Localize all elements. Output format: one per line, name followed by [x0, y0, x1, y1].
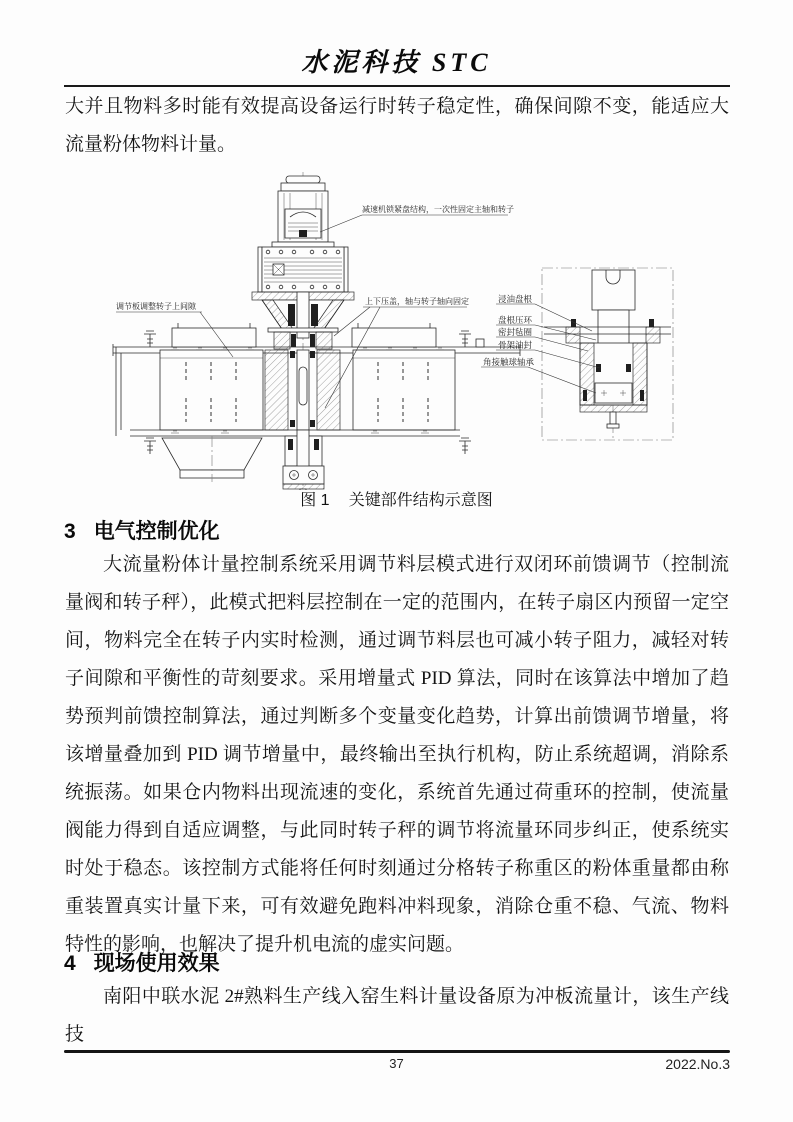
- section-3-number: 3: [64, 520, 76, 543]
- bottom-bearing-drawing: [283, 430, 324, 490]
- figure-1-technical-drawing: [0, 168, 793, 490]
- gearbox-drawing: [258, 247, 348, 292]
- inset-label-oil-seal: 骨架油封: [498, 340, 533, 350]
- callout-reducer: [320, 204, 514, 232]
- rotor-body-drawing: [116, 347, 460, 436]
- intro-paragraph: 大并且物料多时能有效提高设备运行时转子稳定性，确保间隙不变，能适应大流量粉体物料计量。: [65, 96, 729, 155]
- callout-adjust-plate-label: 调节板调整转子上间隙: [116, 302, 196, 311]
- footer-rule: [64, 1050, 730, 1053]
- inset-label-packing: 浸油盘根: [498, 294, 533, 304]
- footer-page-number: 37: [389, 1056, 404, 1071]
- callout-reducer-label: 减速机锁紧盘结构，一次性固定主轴和转子: [362, 205, 514, 214]
- journal-header-title: 水泥科技 STC: [301, 48, 492, 77]
- inset-label-packing-ring: 盘根压环: [498, 315, 533, 325]
- shaft-seal-drawing: [252, 292, 354, 349]
- section-4-number: 4: [64, 952, 76, 975]
- section-4-paragraph: 南阳中联水泥 2#熟料生产线入窑生料计量设备原为冲板流量计，该生产线技: [65, 986, 729, 1045]
- footer-issue-label: 2022.No.3: [665, 1056, 730, 1072]
- header-rule: [64, 85, 730, 87]
- figure-caption: [0, 487, 793, 510]
- inset-label-ball-bearing: 角接触球轴承: [483, 357, 535, 367]
- section-3-title: 电气控制优化: [93, 520, 220, 543]
- figure-caption-text: 关键部件结构示意图: [348, 492, 493, 509]
- figure-caption-label: 图 1: [300, 492, 330, 509]
- inset-label-felt-seal: 密封毡圈: [498, 327, 533, 337]
- callout-press-covers-label: 上下压盖，轴与转子轴向固定: [365, 297, 469, 306]
- bearing-inset-drawing: [542, 268, 673, 440]
- hopper-drawing: [162, 436, 262, 482]
- section-4-heading: [64, 947, 220, 977]
- section-4-title: 现场使用效果: [93, 952, 220, 975]
- section-3-heading: [64, 515, 220, 545]
- motor-drawing: [272, 176, 334, 247]
- section-3-paragraph: 大流量粉体计量控制系统采用调节料层模式进行双闭环前馈调节（控制流量阀和转子秤），此模式把料层控制在一定的范围内，在转子扇区内预留一定空间，物料完全在转子内实时检测，通过调节料层也可减小转子阻力，减轻对转子间隙和平衡性的苛刻要求。采用增量式 PID 算法，同时在该算法中增加了趋势预判前馈控制算法，通过判断多个变量变化趋势，计算出前馈调节增量，将该增量叠加到 PID 调节增量中，最终输出至执行机构，防止系统超调，消除系统振荡。如果仓内物料出现流速的变化，系统首先通过荷重环的控制，使流量阀能力得到自适应调整，与此同时转子秤的调节将流量环同步纠正，使系统实时处于稳态。该控制方式能将任何时刻通过分格转子称重区的粉体重量都由称重装置真实计量下来，可有效避免跑料冲料现象，消除仓重不稳、气流、物料特性的影响，也解决了提升机电流的虚实问题。: [65, 554, 729, 955]
